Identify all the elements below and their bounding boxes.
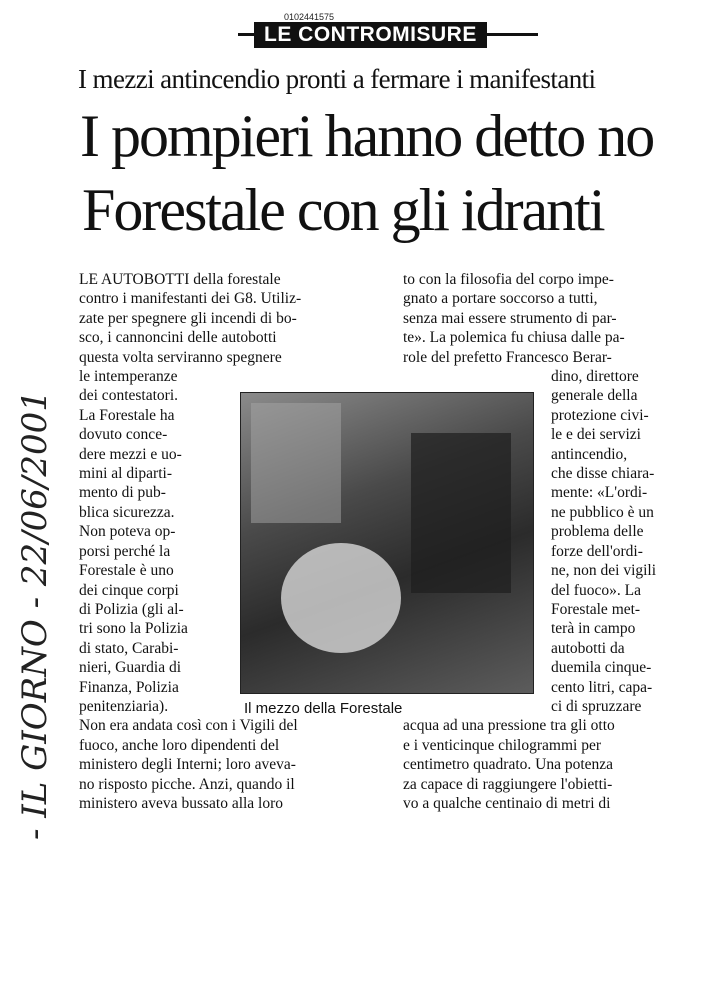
article-line: porsi perché la (79, 542, 171, 560)
article-line: cento litri, capa- (551, 678, 653, 696)
archive-code: 0102441575 (284, 12, 335, 22)
article-line: dere mezzi e uo- (79, 445, 182, 463)
article-line: La Forestale ha (79, 406, 175, 424)
article-title-line-2: Forestale con gli idranti (82, 177, 604, 243)
article-line: dino, direttore (551, 368, 639, 386)
article-line: centimetro quadrato. Una potenza (403, 756, 614, 774)
article-line: le e dei servizi (551, 426, 641, 444)
article-line: vo a qualche centinaio di metri di (403, 794, 611, 812)
article-line: tri sono la Polizia (79, 620, 188, 638)
article-kicker: I mezzi antincendio pronti a fermare i manifestanti (78, 64, 596, 94)
article-line: blica sicurezza. (79, 503, 175, 521)
article-line: forze dell'ordi- (551, 542, 643, 560)
article-line: nieri, Guardia di (79, 659, 182, 677)
article-line: dei cinque corpi (79, 581, 179, 599)
photo-shape (281, 543, 401, 653)
article-line: ci di spruzzare (551, 697, 642, 715)
article-line: zate per spegnere gli incendi di bo- (79, 309, 297, 327)
article-line: to con la filosofia del corpo impe- (403, 271, 614, 288)
article-line: Non era andata così con i Vigili del (79, 717, 298, 735)
article-line: contro i manifestanti dei G8. Utiliz- (79, 290, 302, 308)
article-line: le intemperanze (79, 368, 178, 386)
section-label: LE CONTROMISURE (254, 22, 487, 48)
article-line: che disse chiara- (551, 465, 655, 483)
article-line: ministero degli Interni; loro aveva- (79, 756, 296, 774)
article-line: te». La polemica fu chiusa dalle pa- (403, 329, 625, 347)
article-line: problema delle (551, 523, 644, 541)
article-line: penitenziaria). (79, 697, 169, 715)
article-line: senza mai essere strumento di par- (403, 309, 617, 327)
source-stamp-text: - IL GIORNO - 22/06/2001 (15, 390, 55, 840)
article-line: e i venticinque chilogrammi per (403, 736, 601, 754)
article-line: sco, i cannoncini delle autobotti (79, 329, 277, 347)
article-line: no risposto picche. Anzi, quando il (79, 775, 295, 793)
article-line: ministero aveva bussato alla loro (79, 794, 284, 812)
article-line: gnato a portare soccorso a tutti, (403, 290, 598, 308)
article-line: questa volta serviranno spegnere (79, 348, 282, 366)
photo-caption: Il mezzo della Forestale (244, 700, 403, 717)
article-line: di stato, Carabi- (79, 639, 179, 657)
article-line: generale della (551, 387, 638, 405)
photo-shape (251, 403, 341, 523)
article-line: role del prefetto Francesco Berar- (403, 348, 612, 366)
article-line: acqua ad una pressione tra gli otto (403, 717, 615, 735)
article-line: terà in campo (551, 620, 636, 638)
article-photo (240, 392, 534, 694)
article-line: ne pubblico è un (551, 503, 654, 521)
article-title-line-1: I pompieri hanno detto no (80, 103, 654, 169)
article-line: del fuoco». La (551, 581, 641, 599)
article-line: LE AUTOBOTTI della forestale (79, 271, 281, 288)
article-line: ne, non dei vigili (551, 562, 657, 580)
article-line: mente: «L'ordi- (551, 484, 648, 502)
article-line: autobotti da (551, 639, 625, 657)
article-line: antincendio, (551, 445, 628, 463)
article-line: za capace di raggiungere l'obietti- (403, 775, 613, 793)
article-line: mini al diparti- (79, 465, 172, 483)
article-line: dei contestatori. (79, 387, 178, 405)
article-line: Non poteva op- (79, 523, 176, 541)
article-line: mento di pub- (79, 484, 166, 502)
photo-shape (411, 433, 511, 593)
article-line: duemila cinque- (551, 659, 652, 677)
article-line: di Polizia (gli al- (79, 600, 184, 618)
article-line: dovuto conce- (79, 426, 168, 444)
article-line: Forestale è uno (79, 562, 174, 580)
article-line: protezione civi- (551, 406, 649, 424)
article-line: fuoco, anche loro dipendenti del (79, 736, 280, 754)
article-line: Forestale met- (551, 600, 641, 618)
handwritten-source-stamp (4, 290, 64, 850)
section-header (238, 22, 538, 48)
article-line: Finanza, Polizia (79, 678, 179, 696)
